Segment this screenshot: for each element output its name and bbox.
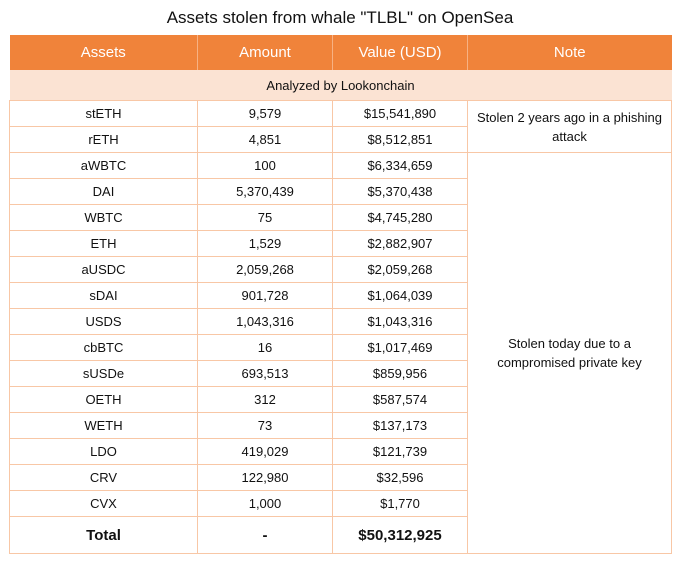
stolen-assets-table [9, 35, 672, 554]
value-cell: $15,541,890 [333, 101, 468, 127]
value-cell: $2,882,907 [333, 231, 468, 257]
amount-cell: 9,579 [198, 101, 333, 127]
amount-cell: 419,029 [198, 439, 333, 465]
amount-cell: 100 [198, 153, 333, 179]
table-row [10, 101, 672, 127]
asset-cell: rETH [10, 127, 198, 153]
header-assets: Assets [10, 35, 198, 70]
subheader-row [10, 70, 672, 101]
value-cell: $2,059,268 [333, 257, 468, 283]
total-value: $50,312,925 [333, 517, 468, 554]
value-cell: $8,512,851 [333, 127, 468, 153]
asset-cell: sUSDe [10, 361, 198, 387]
header-row [10, 35, 672, 70]
total-amount: - [198, 517, 333, 554]
asset-cell: stETH [10, 101, 198, 127]
value-cell: $1,064,039 [333, 283, 468, 309]
analyzed-by-label: Analyzed by Lookonchain [10, 70, 672, 101]
total-label: Total [10, 517, 198, 554]
value-cell: $121,739 [333, 439, 468, 465]
amount-cell: 693,513 [198, 361, 333, 387]
asset-cell: aUSDC [10, 257, 198, 283]
asset-cell: CVX [10, 491, 198, 517]
note-phishing: Stolen 2 years ago in a phishing attack [468, 101, 672, 153]
amount-cell: 4,851 [198, 127, 333, 153]
asset-cell: cbBTC [10, 335, 198, 361]
asset-cell: ETH [10, 231, 198, 257]
note-compromised: Stolen today due to a compromised private key [468, 153, 672, 554]
amount-cell: 122,980 [198, 465, 333, 491]
amount-cell: 1,043,316 [198, 309, 333, 335]
amount-cell: 5,370,439 [198, 179, 333, 205]
amount-cell: 312 [198, 387, 333, 413]
asset-cell: OETH [10, 387, 198, 413]
asset-cell: WETH [10, 413, 198, 439]
asset-cell: aWBTC [10, 153, 198, 179]
amount-cell: 16 [198, 335, 333, 361]
asset-cell: DAI [10, 179, 198, 205]
table-row [10, 153, 672, 179]
value-cell: $1,017,469 [333, 335, 468, 361]
value-cell: $1,043,316 [333, 309, 468, 335]
amount-cell: 1,529 [198, 231, 333, 257]
asset-cell: sDAI [10, 283, 198, 309]
amount-cell: 75 [198, 205, 333, 231]
value-cell: $587,574 [333, 387, 468, 413]
value-cell: $5,370,438 [333, 179, 468, 205]
amount-cell: 73 [198, 413, 333, 439]
amount-cell: 2,059,268 [198, 257, 333, 283]
header-amount: Amount [198, 35, 333, 70]
asset-cell: LDO [10, 439, 198, 465]
value-cell: $859,956 [333, 361, 468, 387]
value-cell: $6,334,659 [333, 153, 468, 179]
value-cell: $4,745,280 [333, 205, 468, 231]
value-cell: $137,173 [333, 413, 468, 439]
asset-cell: USDS [10, 309, 198, 335]
header-value: Value (USD) [333, 35, 468, 70]
value-cell: $32,596 [333, 465, 468, 491]
table-title: Assets stolen from whale "TLBL" on OpenSea [166, 8, 514, 27]
header-note: Note [468, 35, 672, 70]
asset-cell: WBTC [10, 205, 198, 231]
asset-cell: CRV [10, 465, 198, 491]
amount-cell: 901,728 [198, 283, 333, 309]
amount-cell: 1,000 [198, 491, 333, 517]
value-cell: $1,770 [333, 491, 468, 517]
